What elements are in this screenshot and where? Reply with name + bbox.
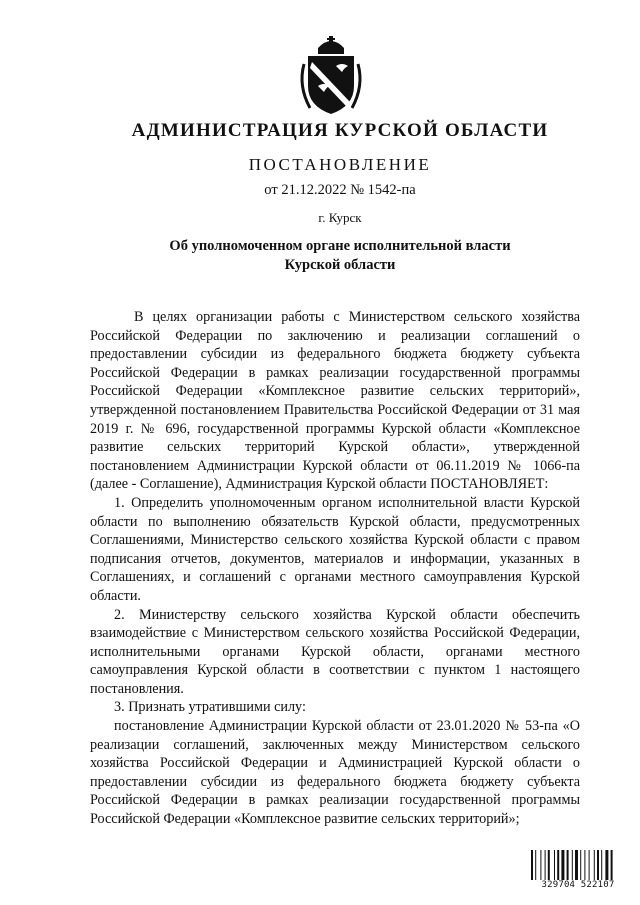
document-title-line: Об уполномоченном органе исполнительной власти (169, 238, 511, 254)
document-type: ПОСТАНОВЛЕНИЕ (248, 155, 432, 174)
document-body (90, 308, 580, 829)
document-title-line: Курской области (284, 257, 396, 273)
coat-of-arms-emblem (296, 34, 366, 118)
document-city: г. Курск (318, 210, 362, 225)
organization-name: АДМИНИСТРАЦИЯ КУРСКОЙ ОБЛАСТИ (131, 120, 549, 141)
clause-3-subitem: постановление Администрации Курской области от 23.01.2020 № 53-па «О реализации соглашений, заключенных между Министерством сельского хозяйства Российской Федерации и Администрацией Курской области о предоставлении субсидии из федерального бюджета бюджету субъекта Российской Федерации в рамках реализации государственной программы Российской Федерации «Комплексное развитие сельских территорий»; (90, 718, 580, 828)
barcode-number: 329704 522107 (530, 880, 626, 890)
document-number: от 21.12.2022 № 1542-па (264, 182, 416, 198)
clause-3: 3. Признать утратившими силу: (114, 699, 306, 716)
clause-2: 2. Министерству сельского хозяйства Курской области обеспечить взаимодействие с Министерством сельского хозяйства Российской Федерации, исполнительными органами Курской области, органами местного самоуправления Курской области в соответствии с пунктом 1 настоящего постановления. (90, 606, 580, 697)
clause-1: 1. Определить уполномоченным органом исполнительной власти Курской области по выполнению обязательств Курской области, предусмотренных Соглашениями, Министерство сельского хозяйства Курской области с правом подписания отчетов, документов, материалов и информации, указанных в Соглашениях, и соглашений с органами местного самоуправления Курской области. (90, 494, 580, 604)
document-title (0, 237, 640, 275)
intro-paragraph: В целях организации работы с Министерством сельского хозяйства Российской Федерации по заключению и реализации соглашений о предоставлении субсидии из федерального бюджета бюджету субъекта Российской Федерации в рамках реализации государственной программы Российской Федерации «Комплексное развитие сельских территорий», утвержденной постановлением Правительства Российской Федерации от 31 мая 2019 г. № 696, государственной программы Курской области «Комплексное развитие сельских территорий Курской области», утвержденной постановлением Администрации Курской области от 06.11.2019 № 1066-па (далее - Соглашение), Администрация Курской области ПОСТАНОВЛЯЕТ: (90, 309, 580, 493)
